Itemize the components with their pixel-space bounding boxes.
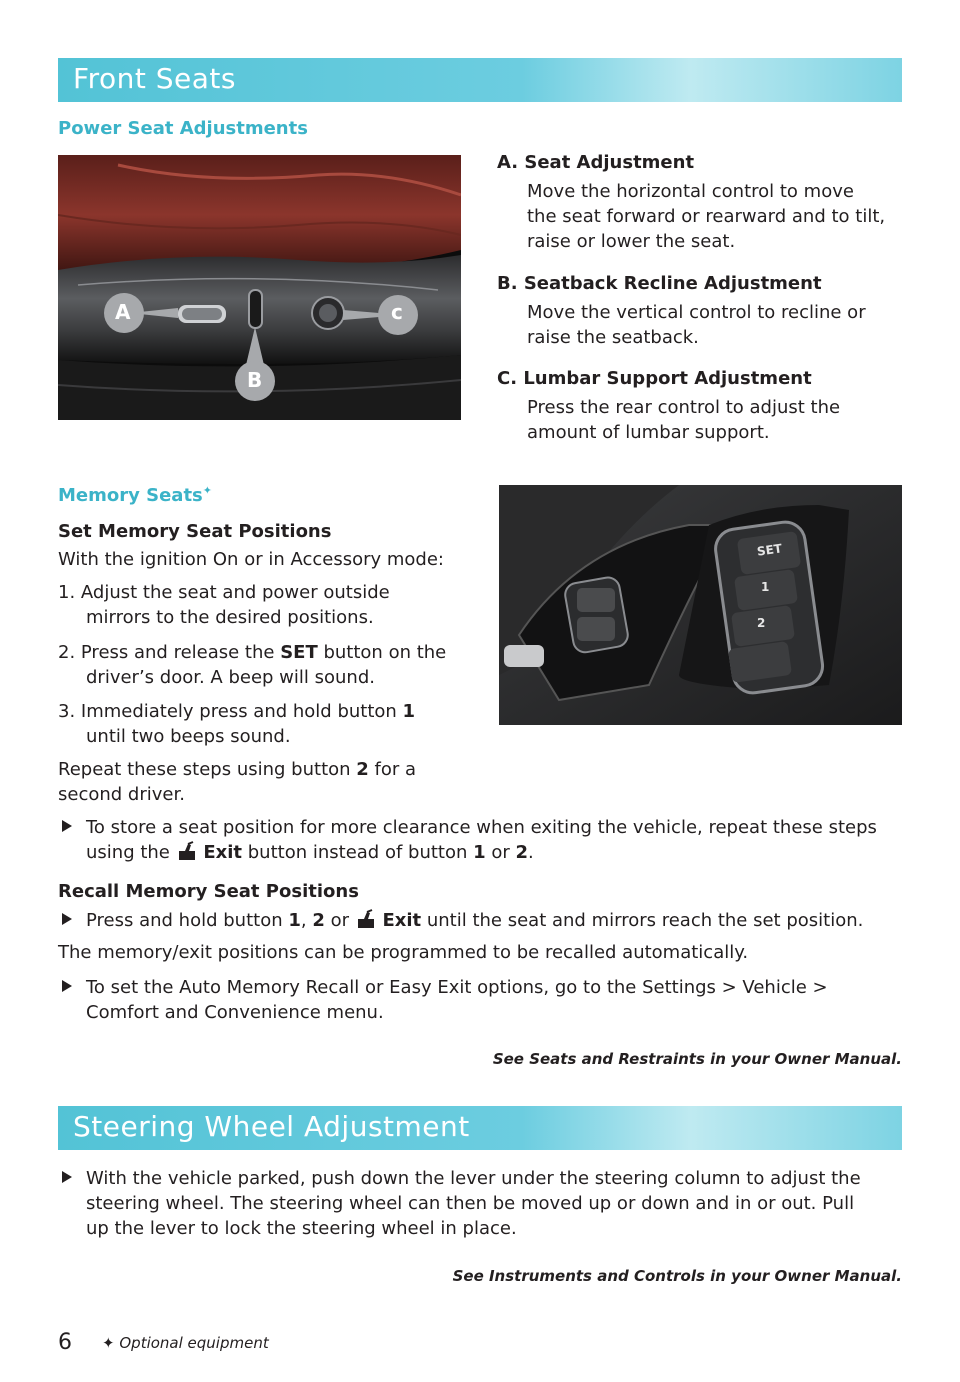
recall-exit-label: Exit: [382, 910, 422, 931]
step-1-line-2: mirrors to the desired positions.: [86, 607, 374, 628]
seat-adjustment-body-3: raise or lower the seat.: [527, 231, 736, 252]
seat-adjustment-body-1: Move the horizontal control to move: [527, 181, 854, 202]
lumbar-heading: C. Lumbar Support Adjustment: [497, 368, 812, 389]
memory-seats-label: Memory Seats: [58, 485, 203, 506]
recline-body-1: Move the vertical control to recline or: [527, 302, 866, 323]
callout-b: B: [247, 368, 263, 392]
optional-mark-icon: ✦: [102, 1334, 115, 1352]
repeat-line-2: second driver.: [58, 784, 185, 805]
recall-button-1: 1: [288, 910, 301, 931]
front-seats-banner: [58, 58, 902, 102]
store-or: or: [485, 842, 516, 863]
lumbar-body-2: amount of lumbar support.: [527, 422, 770, 443]
store-exit-label: Exit: [203, 842, 243, 863]
set-memory-heading: Set Memory Seat Positions: [58, 521, 332, 542]
callout-c: c: [391, 300, 403, 324]
lumbar-body-1: Press the rear control to adjust the: [527, 397, 841, 418]
bullet-arrow-icon: [62, 1171, 72, 1183]
auto-recall-text: The memory/exit positions can be programmed to be recalled automatically.: [58, 942, 749, 963]
store-button-2: 2: [515, 842, 529, 863]
instruments-manual-reference: See Instruments and Controls in your Owner Manual.: [452, 1267, 902, 1285]
store-line-2: [86, 840, 906, 865]
callout-a: A: [115, 300, 131, 324]
seat-controls-photo: [58, 155, 461, 420]
recall-heading: Recall Memory Seat Positions: [58, 881, 359, 902]
repeat-post: for a: [368, 759, 417, 780]
store-end: .: [528, 842, 534, 863]
bullet-arrow-icon: [62, 820, 72, 832]
step-3-line-2: until two beeps sound.: [86, 726, 291, 747]
bullet-arrow-icon: [62, 980, 72, 992]
steering-line-1: With the vehicle parked, push down the lever under the steering column to adjust the: [86, 1168, 861, 1189]
recall-pre: Press and hold button: [86, 910, 289, 931]
step-2-line-1: [58, 640, 446, 665]
front-seats-title: Front Seats: [73, 62, 236, 95]
steering-banner: [58, 1106, 902, 1150]
power-seat-heading: Power Seat Adjustments: [58, 118, 308, 139]
repeat-button: 2: [356, 759, 369, 780]
step-2-pre: 2. Press and release the: [58, 642, 281, 663]
recall-or: or: [324, 910, 355, 931]
memory-seats-heading: [58, 484, 212, 506]
easy-exit-icon: [176, 841, 198, 861]
settings-line-2: Comfort and Convenience menu.: [86, 1002, 384, 1023]
step-2-set: SET: [280, 642, 318, 663]
recline-body-2: raise the seatback.: [527, 327, 699, 348]
step-3-pre: 3. Immediately press and hold button: [58, 701, 403, 722]
seat-adjustment-heading: A. Seat Adjustment: [497, 152, 695, 173]
optional-text: Optional equipment: [119, 1334, 269, 1352]
seats-manual-reference: See Seats and Restraints in your Owner Manual.: [492, 1050, 902, 1068]
steering-line-2: steering wheel. The steering wheel can then be moved up or down and in or out. Pull: [86, 1193, 855, 1214]
bullet-arrow-icon: [62, 913, 72, 925]
step-3-line-1: [58, 699, 415, 724]
door-2-label: 2: [757, 616, 766, 630]
optional-equipment-note: [102, 1334, 269, 1352]
seat-adjustment-body-2: the seat forward or rearward and to tilt,: [527, 206, 886, 227]
step-2-line-2: driver’s door. A beep will sound.: [86, 667, 375, 688]
recall-post: until the seat and mirrors reach the set position.: [421, 910, 864, 931]
store-line-1: To store a seat position for more clearance when exiting the vehicle, repeat these steps: [86, 817, 877, 838]
page-number: 6: [58, 1330, 72, 1355]
settings-line-1: To set the Auto Memory Recall or Easy Exit options, go to the Settings > Vehicle >: [86, 977, 828, 998]
step-1-line-1: 1. Adjust the seat and power outside: [58, 582, 390, 603]
steering-title: Steering Wheel Adjustment: [73, 1110, 470, 1143]
optional-mark: ✦: [202, 484, 212, 497]
door-set-label: SET: [756, 541, 783, 559]
store-button-1: 1: [473, 842, 486, 863]
store-mid: button instead of button: [242, 842, 474, 863]
recall-button-2: 2: [312, 910, 325, 931]
store-pre: using the: [86, 842, 176, 863]
easy-exit-icon: [355, 909, 377, 929]
door-memory-buttons-photo: [499, 485, 902, 725]
set-memory-intro: With the ignition On or in Accessory mode:: [58, 549, 444, 570]
recall-line: [86, 908, 906, 933]
repeat-line-1: [58, 757, 416, 782]
recline-heading: B. Seatback Recline Adjustment: [497, 273, 822, 294]
recall-comma: ,: [300, 910, 313, 931]
step-2-post: button on the: [317, 642, 447, 663]
steering-line-3: up the lever to lock the steering wheel in place.: [86, 1218, 517, 1239]
repeat-pre: Repeat these steps using button: [58, 759, 357, 780]
door-1-label: 1: [761, 580, 770, 594]
step-3-button: 1: [402, 701, 416, 722]
